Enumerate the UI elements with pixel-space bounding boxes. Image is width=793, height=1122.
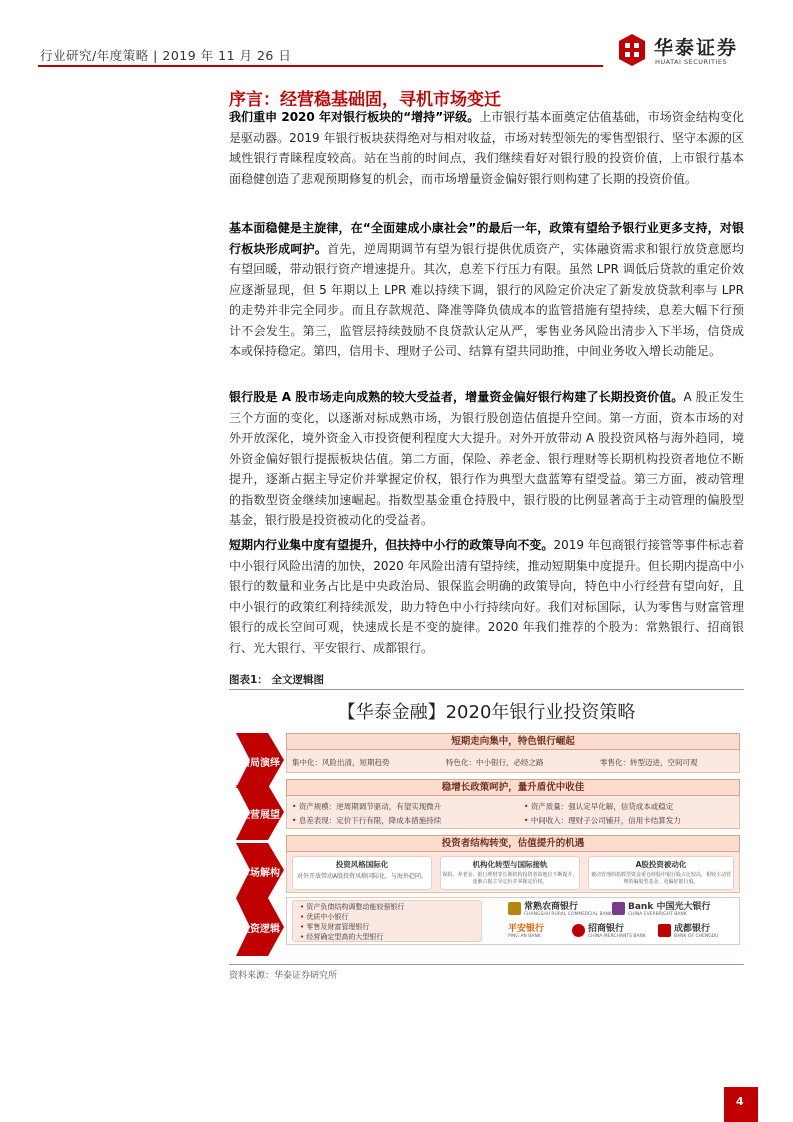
row-item: • 息差表现：定价下行有限，降成本措施持续	[292, 816, 442, 825]
bank-logo-changshu	[508, 899, 612, 917]
bank-name: 平安银行	[508, 924, 545, 934]
row-item: • 资产质量：强认定早化解，信贷成本或稳定	[524, 802, 674, 811]
row-label: 格局演绎	[240, 758, 280, 769]
bank-logo-cmb	[572, 921, 646, 939]
paragraph-1	[229, 107, 744, 189]
invest-item-text: 资产负债结构调整动能较强银行	[306, 903, 405, 911]
logo-en-text: HUATAI SECURITIES	[655, 58, 728, 66]
market-cell-desc: 对外开放带动A股投资风格国际化，与海外趋同。	[296, 873, 428, 880]
row-item-text: 中间收入：理财子公司铺开，信用卡结算发力	[530, 816, 681, 825]
paragraph-lead: 银行股是 A 股市场走向成熟的较大受益者，增量资金偏好银行构建了长期投资价值。	[229, 390, 684, 404]
invest-item: • 资产负债结构调整动能较强银行	[300, 903, 405, 911]
figure-rule	[229, 689, 744, 690]
row-header: 稳增长政策呵护，量升盾优中收佳	[286, 779, 740, 796]
page-number: 4	[736, 1095, 744, 1108]
figure-caption: 图表1： 全文逻辑图	[229, 674, 324, 686]
row-item: • 资产规模：逆周期调节驱动，有望实现微升	[292, 802, 442, 811]
paragraph-lead: 我们重申 2020 年对银行板块的“增持”评级。	[229, 110, 480, 124]
market-cell-desc: 被动管理的指数型资金重仓持股中银行股占比较高，相较主动管理的偏股型基金，更偏好银行股。	[590, 872, 731, 885]
bank-logo-everbright	[612, 899, 710, 917]
row-label: 经营展望	[240, 810, 280, 821]
paragraph-body: A 股正发生三个方面的变化，以逐渐对标成熟市场，为银行股创造估值提升空间。第一方面，资本市场的对外开放深化，境外资金入市投资便利程度大大提升。对外开放带动 A 股投资风格与海外趋同，境外资金偏好银行提振板块估值。第二方面，保险、养老金、银行理财等长期机构投资者地位不断提升，逐渐占据主导定价并掌握定价权，银行作为典型大盘蓝筹有望受益。第三方面，被动管理的指数型资金继续加速崛起。指数型基金重仓持股中，银行股的比例显著高于主动管理的偏股型基金，银行股是投资被动化的受益者。	[229, 390, 744, 527]
paragraph-body: 首先，逆周期调节有望为银行提供优质资产，实体融资需求和银行放贷意愿均有望回暖，带动银行资产增速提升。其次，息差下行压力有限。虽然 LPR 调低后贷款的重定价效应逐渐显现，但 5 年期以上 LPR 难以持续下调，银行的风险定价决定了新发放贷款利率与 LPR 的走势并非完全同步。而且存款规范、降准等降负债成本的监管措施有望持续，息差大幅下行预计不会发生。第三，监管层持续鼓励不良贷款认定从严，零售业务风险出清步入下半场，信贷成本或保持稳定。第四，信用卡、理财子公司、结算有望共同助推，中间业务收入增长动能足。	[229, 241, 744, 358]
bank-name: 成都银行	[674, 924, 711, 934]
row-item-text: 资产规模：逆周期调节驱动，有望实现微升	[298, 802, 442, 811]
invest-item: • 优质中小银行	[300, 913, 349, 921]
row-label-band	[236, 733, 284, 788]
diagram-title: 【华泰金融】2020年银行业投资策略	[337, 702, 636, 723]
bank-sub: BANK OF CHENGDU	[674, 934, 719, 939]
everbright-bank-icon	[612, 902, 625, 915]
market-cell-desc: 保险、养老金、银行理财等长期机构投资者的地位不断提升，逐渐占据主导定价并掌握定价权。	[442, 872, 578, 885]
paragraph-2	[229, 218, 744, 362]
market-cell-title: A股投资被动化	[635, 860, 687, 869]
market-cell	[292, 856, 432, 890]
invest-item-text: 优质中小银行	[306, 913, 349, 921]
bank-sub: CHINA MERCHANTS BANK	[588, 934, 646, 939]
row-header: 短期走向集中，特色银行崛起	[286, 733, 740, 750]
chengdu-bank-icon	[658, 924, 671, 937]
market-cell-title: 投资风格国际化	[335, 860, 389, 869]
paragraph-4	[229, 535, 744, 658]
section-title: 序言：经营稳基础固，寻机市场变迁	[229, 90, 501, 110]
bank-logo-chengdu	[658, 921, 718, 939]
invest-item-text: 零售及财富管理银行	[306, 923, 370, 931]
row-item: • 中间收入：理财子公司铺开，信用卡结算发力	[524, 816, 681, 825]
invest-item-text: 经营确定型高的大型银行	[306, 933, 384, 941]
row-label: 投资逻辑	[240, 924, 280, 935]
market-cell	[440, 856, 580, 890]
paragraph-3	[229, 387, 744, 531]
market-cell	[588, 856, 734, 890]
paragraph-lead: 基本面稳健是主旋律，在“全面建成小康社会”的最后一年，政策有望给予银行业更多支持，对银行板块形成呵护。	[229, 221, 744, 256]
header-rule	[38, 65, 603, 67]
row-item: 特色化：中小银行，必经之路	[446, 758, 544, 767]
row-item-text: 资产质量：强认定早化解，信贷成本或稳定	[530, 802, 674, 811]
invest-item: • 经营确定型高的大型银行	[300, 933, 384, 941]
paragraph-body: 2019 年包商银行接管等事件标志着中小银行风险出清的加快，2020 年风险出清有望持续，推动短期集中度提升。但长期内提高中小银行的数量和业务占比是中央政治局、银保监会明确的政策导向，特色中小行经营有望向好，且中小银行的政策红利持续派发，助力特色中小行持续向好。我们对标国际，认为零售与财富管理银行的成长空间可观，快速成长是不变的旋律。2020 年我们推荐的个股为：常熟银行、招商银行、光大银行、平安银行、成都银行。	[229, 538, 744, 655]
row-label-band	[236, 898, 284, 956]
row-item: 零售化：转型迈进，空间可观	[600, 758, 698, 767]
row-item: 集中化：风险出清，短期趋势	[292, 758, 390, 767]
bank-logo-pingan	[508, 921, 544, 939]
row-item-text: 息差表现：定价下行有限，降成本措施持续	[298, 816, 442, 825]
bank-name: Bank 中国光大银行	[628, 902, 711, 912]
report-meta: 行业研究/年度策略 | 2019 年 11 月 26 日	[40, 48, 292, 63]
market-cell-title: 机构化转型与国际接轨	[472, 860, 548, 869]
bank-name: 常熟农商银行	[524, 902, 579, 912]
row-label-band	[236, 843, 284, 898]
row-header: 投资者结构转变，估值提升的机遇	[286, 835, 740, 852]
bank-sub: CHINA EVERBRIGHT BANK	[628, 912, 687, 917]
paragraph-body: 上市银行基本面奠定估值基础，市场资金结构变化是驱动器。2019 年银行板块获得绝对与相对收益，市场对转型领先的零售型银行、坚守本源的区域性银行青睐程度较高。站在当前的时间点，我们继续看好对银行股的投资价值，上市银行基本面稳健创造了悲观预期修复的机会，而市场增量资金偏好银行则构建了长期的投资价值。	[229, 110, 744, 186]
paragraph-lead: 短期内行业集中度有望提升，但扶持中小行的政策导向不变。	[229, 538, 554, 552]
huatai-logo	[618, 33, 748, 69]
bank-sub: PING AN BANK	[508, 934, 541, 939]
logo-cn-text: 华泰证券	[654, 37, 739, 59]
bank-name: 招商银行	[588, 924, 625, 934]
row-label-band	[236, 785, 284, 840]
row-label: 市场解构	[240, 868, 280, 879]
bank-sub: CHANGSHU RURAL COMMERCIAL BANK	[524, 912, 612, 917]
huatai-logo-mark-icon	[618, 33, 646, 67]
source-rule	[229, 964, 744, 965]
figure-source: 资料来源：华泰证券研究所	[229, 971, 338, 981]
invest-item: • 零售及财富管理银行	[300, 923, 370, 931]
cmb-bank-icon	[572, 924, 585, 937]
changshu-bank-icon	[508, 902, 521, 915]
